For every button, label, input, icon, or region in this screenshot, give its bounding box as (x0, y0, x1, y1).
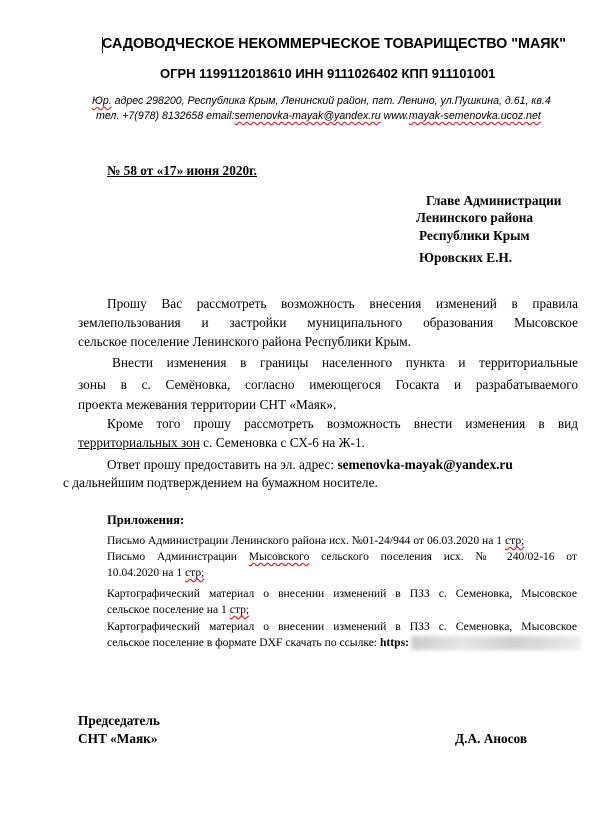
addressee-line-3: Республики Крым (419, 228, 530, 243)
site-prefix: www. (380, 110, 409, 122)
attachment-3-line1: Картографический материал о внесении изменений в ПЗЗ с. Семеновка, Мысовское (107, 587, 577, 600)
attachment-4-line1: Картографический материал о внесении изменений в ПЗЗ с. Семеновка, Мысовское (107, 620, 577, 633)
redacted-link (411, 636, 581, 650)
dxf-link[interactable]: https: (379, 636, 409, 649)
addressee-name: Юровских Е.Н. (419, 250, 513, 265)
body-p1-line1: Прошу Вас рассмотреть возможность внесения изменений в правила (107, 296, 578, 311)
attachment-2-line1: Письмо Администрации Мысовского сельского поселения исх. № 240/02-16 от (107, 550, 578, 563)
body-p1-line2: землепользования и застройки муниципального образования Мысовское (78, 315, 578, 330)
contacts-line (96, 110, 541, 122)
signatory-name: Д.А. Аносов (455, 731, 528, 746)
body-p2-line3: проекта межевания территории СНТ «Маяк». (78, 397, 337, 412)
addressee-line-2: Ленинского района (416, 210, 534, 225)
body-p3-line1: Кроме того прошу рассмотреть возможность внести изменения в вид (107, 416, 578, 431)
org-name: САДОВОДЧЕСКОЕ НЕКОММЕРЧЕСКОЕ ТОВАРИЩЕСТВО "МАЯК" (102, 36, 567, 52)
body-p3-line2: территориальных зон с. Семеновка с СХ-6 на Ж-1. (78, 435, 365, 450)
attachment-2-line2: 10.04.2020 на 1 стр; (107, 566, 205, 579)
body-p4-line1: Ответ прошу предоставить на эл. адрес: semenovka-mayak@yandex.ru (107, 457, 513, 472)
address-text: адрес 298200, Республика Крым, Ленинский район, пгт. Ленино, ул.Пушкина, д.61, кв.4 (111, 95, 551, 107)
body-p2-line2: зоны в с. Семёновка, согласно имеющегося Госакта и разрабатываемого (78, 377, 578, 392)
attachment-3-line2: сельское поселение на 1 стр; (107, 603, 250, 616)
body-p1-line3: сельское поселение Ленинского района Республики Крым. (78, 334, 411, 349)
phone: тел. +7(978) 8132658 (96, 110, 207, 122)
registration-numbers: ОГРН 1199112018610 ИНН 9111026402 КПП 911101001 (160, 66, 496, 81)
attachments-title: Приложения: (107, 513, 185, 527)
addressee-line-1: Главе Администрации (426, 193, 562, 208)
body-p2-line1: Внести изменения в границы населенного пункта и территориальные (112, 355, 578, 370)
attachment-1: Письмо Администрации Ленинского района исх. №01-24/944 от 06.03.2020 на 1 стр; (107, 534, 525, 547)
site-link[interactable]: mayak-semenovka.ucoz.net (408, 110, 541, 122)
address-prefix: Юр. (92, 95, 112, 107)
email-label: email: (206, 110, 235, 122)
letter-number-date: № 58 от «17» июня 2020г. (107, 163, 258, 178)
legal-address (92, 95, 551, 107)
reply-email[interactable]: semenovka-mayak@yandex.ru (337, 457, 513, 472)
attachment-4-line2: сельское поселение в формате DXF скачать по ссылке: https: (107, 636, 581, 650)
signatory-position-2: СНТ «Маяк» (78, 731, 158, 746)
signatory-position-1: Председатель (78, 713, 160, 728)
email-link[interactable]: semenovka-mayak@yandex.ru (234, 110, 381, 122)
body-p4-line2: с дальнейшим подтверждением на бумажном носителе. (63, 475, 378, 490)
zones-underlined: территориальных зон (78, 435, 200, 450)
